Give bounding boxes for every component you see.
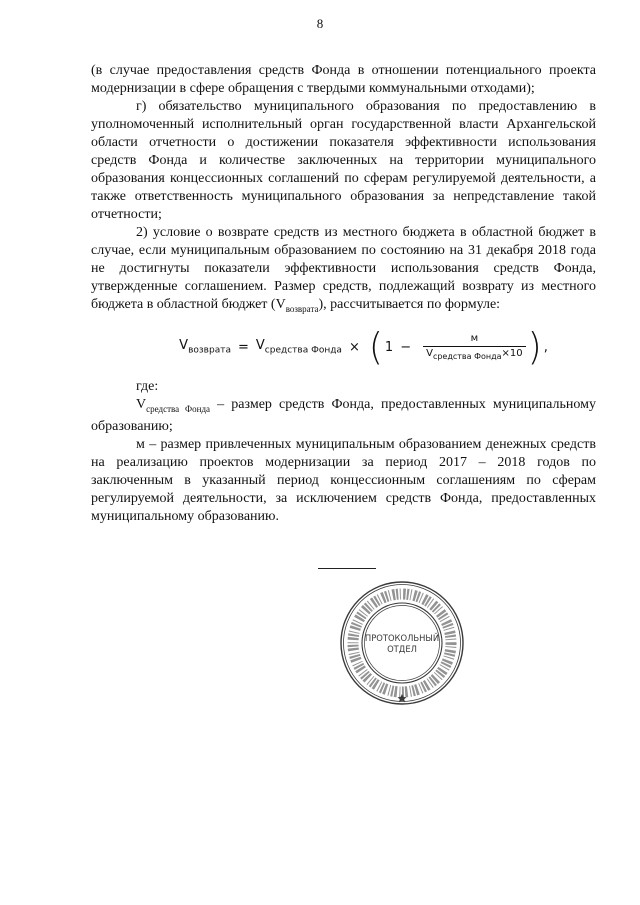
definition-fund-amount: $V_{средства Фонда}$ – размер средств Фонда, предоставленных муниципальному образованию; bbox=[91, 396, 596, 434]
page-number: 8 bbox=[316, 16, 324, 31]
refund-subscript: возврата bbox=[285, 303, 319, 314]
formula-minus: − bbox=[400, 339, 412, 355]
formula-fraction bbox=[423, 333, 526, 363]
definition-m: м – размер привлеченных муниципальным образованием денежных средств на реализацию проектов модернизации за период 2017 – 2018 годов по заключенным в указанный период концессионным соглашениям по сферам регулируемой деятельности, за исключением средств Фонда, предоставленных муниципальному образованию. bbox=[91, 436, 596, 524]
paragraph-waste-clause: (в случае предоставления средств Фонда в отношении потенциального проекта модернизации в сфере обращения с твердыми коммунальными отходами); bbox=[91, 63, 596, 96]
refund-condition-tail: ), рассчитывается по формуле: bbox=[318, 297, 501, 312]
paragraph-reporting-obligation: г) обязательство муниципального образования по предоставлению в уполномоченный исполнительный орган государственной власти Архангельской области отчетности о достижении показателя эффективности использования средств Фонда и количестве заключенных на территории муниципального образования концессионных соглашений по сферам регулируемой деятельности, а также ответственность муниципального образования за непредставление такой отчетности; bbox=[91, 99, 596, 222]
formula-expression bbox=[139, 325, 548, 369]
formula-rhs-fund: $V_{средства Фонда}$ bbox=[255, 337, 342, 356]
formula-numerator: м bbox=[470, 332, 479, 344]
formula-trailing-comma: , bbox=[543, 339, 548, 355]
paragraph-refund-condition bbox=[91, 224, 596, 318]
stamp-line-1: ПРОТОКОЛЬНЫЙ bbox=[364, 633, 440, 643]
document-body bbox=[91, 62, 596, 526]
formula-open-paren: ( bbox=[368, 325, 383, 369]
formula-one: 1 bbox=[384, 339, 394, 355]
formula-equals: = bbox=[237, 339, 249, 355]
refund-condition-text: 2) условие о возврате средств из местного бюджета в областной бюджет в случае, если муниципальным образованием по состоянию на 31 декабря 2018 года не достигнуты показатели эффективности использования средств Фонда, утвержденные соглашением. Размер средств, подлежащий возврату из местного бюджета в областной бюджет (V bbox=[91, 225, 596, 312]
where-label: где: bbox=[136, 378, 159, 394]
stamp-line-2: ОТДЕЛ bbox=[387, 644, 417, 654]
formula-denominator: $V_{средства Фонда}\times 10$ bbox=[423, 346, 526, 363]
formula-times: × bbox=[348, 339, 360, 355]
official-stamp bbox=[339, 580, 465, 706]
formula-lhs: $V_{возврата}$ bbox=[179, 337, 231, 356]
formula-close-paren: ) bbox=[527, 325, 542, 369]
end-rule bbox=[318, 568, 376, 569]
refund-formula bbox=[91, 318, 596, 378]
